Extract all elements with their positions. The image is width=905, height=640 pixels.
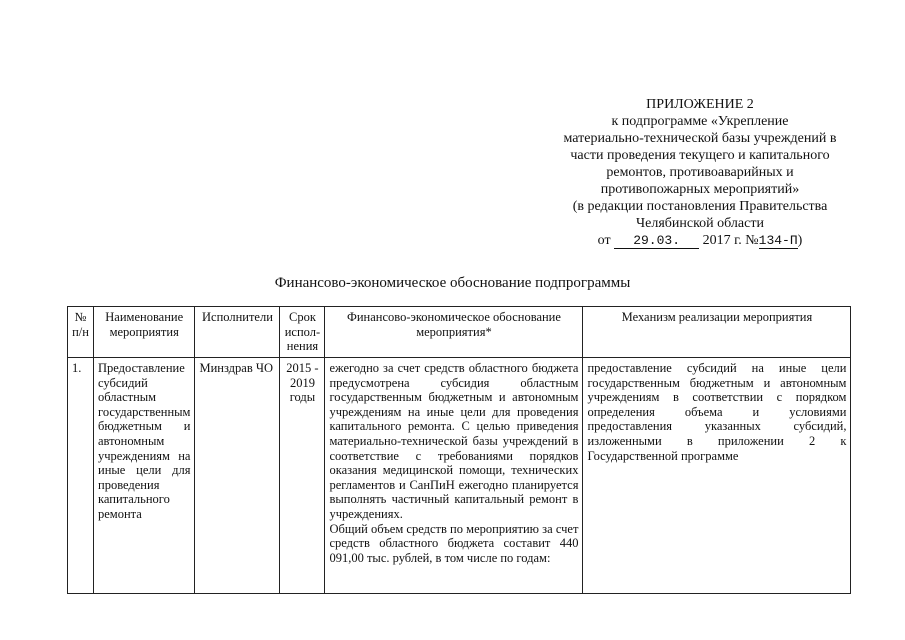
justification-table [67, 306, 851, 594]
decree-year: 2017 г. № [702, 233, 759, 248]
close-paren: ) [797, 233, 803, 248]
heading-line: материально-технической базы учреждений в [563, 131, 837, 146]
heading-line: противопожарных мероприятий» [600, 182, 800, 197]
heading-line: ПРИЛОЖЕНИЕ 2 [646, 97, 754, 112]
decree-number: 134-П [758, 233, 798, 248]
header-justification: Финансово-экономическое обоснование мероприятия* [325, 307, 583, 358]
header-period: Срок испол- нения [280, 307, 325, 358]
table-row [68, 358, 851, 594]
heading-line: к подпрограмме «Укрепление [611, 114, 789, 129]
document-title: Финансово-экономическое обоснование подпрограммы [274, 275, 631, 291]
appendix-heading [540, 96, 860, 249]
decree-date: 29.03. [614, 234, 699, 249]
from-label: от [597, 233, 611, 248]
heading-line: (в редакции постановления Правительства [572, 199, 828, 214]
row-period: 2015 - 2019 годы [280, 358, 325, 594]
header-name: Наименование мероприятия [94, 307, 195, 358]
heading-line: Челябинской области [636, 216, 764, 231]
heading-line: части проведения текущего и капитального [570, 148, 830, 163]
header-num: № п/н [68, 307, 94, 358]
row-justification: ежегодно за счет средств областного бюджета предусмотрена субсидия областным государственным бюджетным и автономным учреждениям на иные цели для проведения капитального ремонта. С целью приведения материально-технической базы учреждений в соответствие с требованиями порядков оказания медицинской помощи, технических регламентов и СанПиН ежегодно планируется выполнять частичный капитальный ремонт в учреждениях. Общий объем средств по мероприятию за счет средств областного бюджета составит 440 091,00 тыс. рублей, в том числе по годам: [325, 358, 583, 594]
heading-line: ремонтов, противоаварийных и [606, 165, 794, 180]
header-executors: Исполнители [195, 307, 280, 358]
table-header-row [68, 307, 851, 358]
row-executor: Минздрав ЧО [195, 358, 280, 594]
row-mechanism: предоставление субсидий на иные цели государственным бюджетным и автономным учреждениям в соответствии с порядком определения объема и условиями предоставления указанных субсидий, изложенными в приложении 2 к Государственной программе [583, 358, 851, 594]
row-name: Предоставление субсидий областным государственным бюджетным и автономным учреждениям на иные цели для проведения капитального ремонта [94, 358, 195, 594]
header-mechanism: Механизм реализации мероприятия [583, 307, 851, 358]
decree-line [540, 232, 860, 249]
row-number: 1. [68, 358, 94, 594]
